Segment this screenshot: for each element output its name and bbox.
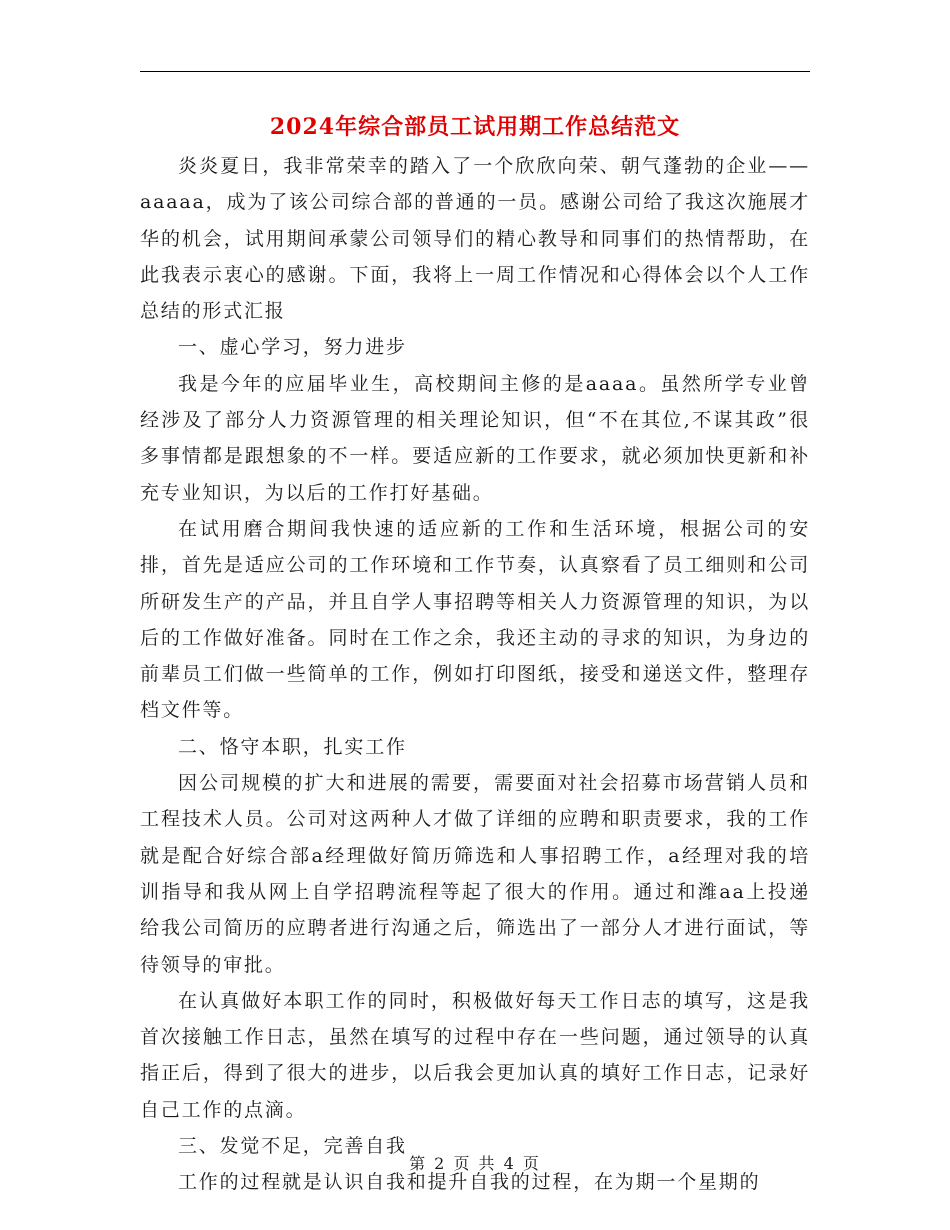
paragraph: 因公司规模的扩大和进展的需要，需要面对社会招募市场营销人员和工程技术人员。公司对这两种人才做了详细的应聘和职责要求，我的工作就是配合好综合部a经理做好简历筛选和人事招聘工作，a经理对我的培训指导和我从网上自学招聘流程等起了很大的作用。通过和潍aa上投递给我公司简历的应聘者进行沟通之后，筛选出了一部分人才进行面试，等待领导的审批。 (140, 772, 810, 976)
paragraph: 在认真做好本职工作的同时，积极做好每天工作日志的填写，这是我首次接触工作日志，虽然在填写的过程中存在一些问题，通过领导的认真指正后，得到了很大的进步，以后我会更加认真的填好工作日志，记录好自己工作的点滴。 (140, 989, 810, 1121)
paragraph: 我是今年的应届毕业生，高校期间主修的是aaaa。虽然所学专业曾经涉及了部分人力资源管理的相关理论知识，但“不在其位,不谋其政”很多事情都是跟想象的不一样。要适应新的工作要求，就必须加快更新和补充专业知识，为以后的工作打好基础。 (140, 372, 810, 504)
document-title: 2024年综合部员工试用期工作总结范文 (269, 114, 681, 140)
document-body (140, 148, 810, 1201)
header-rule (140, 71, 810, 72)
section-heading-3: 三、发觉不足，完善自我 (178, 1135, 407, 1158)
paragraph: 在试用磨合期间我快速的适应新的工作和生活环境，根据公司的安排，首先是适应公司的工作环境和工作节奏，认真察看了员工细则和公司所研发生产的产品，并且自学人事招聘等相关人力资源管理的知识，为以后的工作做好准备。同时在工作之余，我还主动的寻求的知识，为身边的前辈员工们做一些简单的工作，例如打印图纸，接受和递送文件，整理存档文件等。 (140, 517, 810, 722)
section-heading-2: 二、恪守本职，扎实工作 (178, 735, 407, 758)
paragraph-intro: 炎炎夏日，我非常荣幸的踏入了一个欣欣向荣、朝气蓬勃的企业——aaaaa，成为了该公司综合部的普通的一员。感谢公司给了我这次施展才华的机会，试用期间承蒙公司领导们的精心教导和同事们的热情帮助，在此我表示衷心的感谢。下面，我将上一周工作情况和心得体会以个人工作总结的形式汇报 (140, 155, 810, 323)
paragraph: 工作的过程就是认识自我和提升自我的过程，在为期一个星期的 (178, 1171, 761, 1194)
section-heading-1: 一、虚心学习，努力进步 (178, 336, 407, 359)
page-footer: 第 2 页 共 4 页 (409, 1154, 541, 1173)
